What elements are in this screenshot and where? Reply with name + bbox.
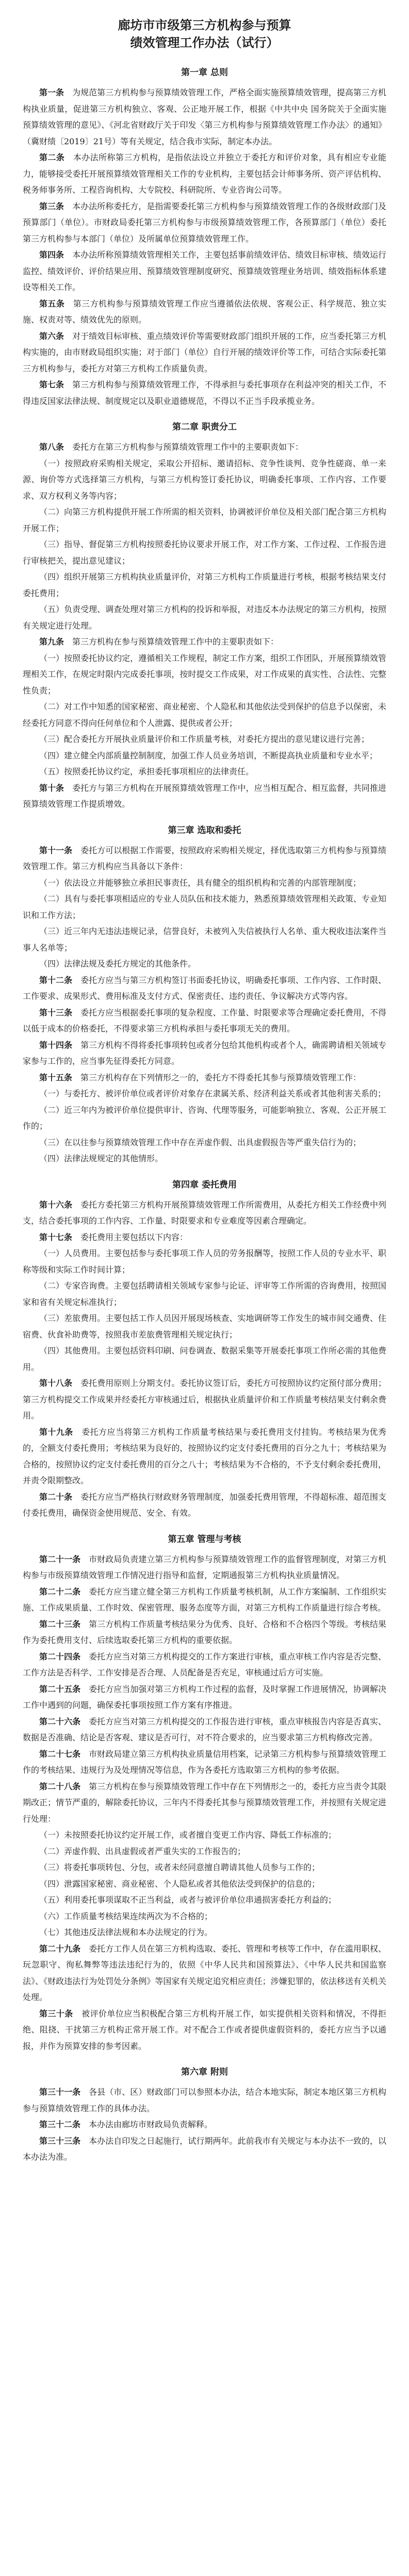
clause-paragraph [23,1843,386,1860]
paragraph-text: 各县（市、区）财政部门可以参照本办法，结合本地实际，制定本地区第三方机构参与预算绩效管理工作的具体办法。 [23,2087,386,2113]
article-paragraph [23,149,386,198]
article-paragraph [23,842,386,875]
clause-paragraph [23,1086,386,1102]
article-paragraph [23,2133,386,2165]
clause-paragraph [23,1134,386,1151]
clause-paragraph [23,891,386,923]
paragraph-text: （三）差旅费用。主要包括工作人员因开展现场核查、实地调研等工作发生的城市间交通费、住宿费、伙食补助费等，按照我市差旅费管理相关规定执行； [23,1313,386,1340]
article-paragraph [23,377,386,409]
article-number: 第十八条 [39,1378,73,1388]
article-paragraph [23,1941,386,2006]
paragraph-text: （四）法律法规及委托方规定的其他条件。 [39,959,197,969]
article-paragraph [23,1616,386,1649]
article-paragraph [23,1070,386,1086]
article-number: 第三条 [39,201,64,211]
paragraph-text: 本办法所称预算绩效管理相关工作，主要包括事前绩效评估、绩效目标审核、绩效运行监控、绩效评价、评价结果应用、预算绩效管理制度研究、预算绩效管理业务培训、绩效指标体系建设等相关工作。 [23,250,386,292]
paragraph-text: （三）将委托事项转包、分包，或者未经同意擅自聘请其他人员参与工作的； [39,1862,320,1872]
clause-paragraph [23,1827,386,1843]
clause-paragraph [23,956,386,972]
article-paragraph [23,2116,386,2133]
clause-paragraph [23,536,386,569]
clause-paragraph [23,1924,386,1941]
clause-paragraph [23,1102,386,1134]
paragraph-text: （二）对工作中知悉的国家秘密、商业秘密、个人隐私和其他依法受到保护的信息予以保密，未经委托方同意不得向任何单位和个人泄露、提供或者公开； [23,702,386,728]
article-number: 第十条 [39,783,64,793]
paragraph-text: （一）与委托方、被评价单位或者评价对象存在隶属关系、经济利益关系或者其他利害关系的； [39,1089,386,1098]
clause-paragraph [23,1876,386,1892]
article-paragraph [23,1037,386,1070]
paragraph-text: 为规范第三方机构参与预算绩效管理工作，严格全面实施预算绩效管理，提高第三方机构执业质量，促进第三方机构独立、客观、公正地开展工作，根据《中共中央 国务院关于全面实施预算绩效管理的意见》、《河北省财政厅关于印发〈第三方机构参与预算绩效管理工作办法〉的通知》（冀财绩〔2019〕21号）等有关规定，结合我市实际，制定本办法。 [23,88,386,146]
article-paragraph [23,439,386,455]
article-paragraph [23,1551,386,1584]
article-paragraph [23,1778,386,1827]
paragraph-text: （一）按照委托协议约定，遵循相关工作规程，制定工作方案，组织工作团队，开展预算绩效管理相关工作，在规定时限内完成委托事项，按时提交工作成果，对工作成果的真实性、合法性、完整性负责； [23,653,386,696]
paragraph-text: 被评价单位应当积极配合第三方机构开展工作，如实提供相关资料和情况，不得拒绝、阻挠、干扰第三方机构正常开展工作。对不配合工作或者提供虚假资料的，委托方应当予以通报，并作为预算安排的参考因素。 [23,2008,386,2051]
clause-paragraph [23,731,386,748]
paragraph-text: （一）未按照委托协议约定开展工作，或者擅自变更工作内容、降低工作标准的； [39,1830,337,1840]
article-number: 第三十条 [39,2008,73,2019]
paragraph-text: 市财政局建立第三方机构执业质量信用档案，记录第三方机构参与预算绩效管理工作的考核结果、违规行为及处理情况等信息，作为各委托方选取第三方机构的参考依据。 [23,1749,386,1775]
paragraph-text: （三）在以往参与预算绩效管理工作中存在弄虚作假、出具虚假报告等严重失信行为的； [39,1137,362,1147]
article-number: 第五条 [39,298,65,309]
paragraph-text: （二）弄虚作假、出具虚假或者严重失实的工作报告的； [39,1846,246,1856]
article-paragraph [23,1714,386,1746]
article-paragraph [23,1005,386,1037]
article-paragraph [23,84,386,149]
chapter-heading: 第五章 管理与考核 [168,1534,241,1545]
paragraph-text: 第三方机构工作质量考核结果分为优秀、良好、合格和不合格四个等级。考核结果作为委托费用支付、后续选取委托第三方机构的重要依据。 [23,1619,386,1645]
article-paragraph [23,1229,386,1246]
article-number: 第一条 [39,88,64,97]
article-paragraph [23,1424,386,1489]
article-paragraph [23,1197,386,1229]
paragraph-text: （二）近三年内为被评价单位提供审计、咨询、代理等服务，可能影响独立、客观、公正开展工作的； [23,1105,386,1131]
document-body [23,65,386,2165]
clause-paragraph [23,650,386,699]
article-paragraph [23,2084,386,2116]
clause-paragraph [23,1245,386,1278]
paragraph-text: 委托方工作人员在第三方机构选取、委托、管理和考核等工作中，存在滥用职权、玩忽职守、徇私舞弊等违法违纪行为的，依照《中华人民共和国预算法》、《中华人民共和国监察法》、《财政违法行为处罚处分条例》等国家有关规定追究相应责任；涉嫌犯罪的，依法移送有关机关处理。 [23,1943,386,2002]
chapter-heading: 第六章 附则 [181,2067,228,2077]
article-paragraph [23,1746,386,1778]
paragraph-text: （四）组织开展第三方机构执业质量评价，对第三方机构工作质量进行考核，根据考核结果支付委托费用； [23,572,386,598]
article-number: 第二十条 [39,1492,73,1502]
paragraph-text: （七）其他违反法律法规和本办法规定的行为。 [39,1927,213,1937]
paragraph-text: （四）泄露国家秘密、商业秘密、个人隐私或者其他依法受到保护的信息的； [39,1878,320,1889]
paragraph-text: 委托方与第三方机构在开展预算绩效管理工作中，应当相互配合、相互监督，共同推进预算绩效管理工作提质增效。 [23,783,386,809]
clause-paragraph [23,1343,386,1375]
article-number: 第十四条 [39,1040,73,1050]
article-number: 第十三条 [39,1007,73,1018]
article-number: 第三十二条 [39,2120,81,2129]
article-paragraph [23,634,386,650]
paragraph-text: （一）依法设立并能够独立承担民事责任，具有健全的组织机构和完善的内部管理制度； [39,877,362,888]
clause-paragraph [23,1310,386,1343]
article-number: 第二十四条 [39,1651,81,1662]
article-paragraph [23,1584,386,1616]
paragraph-text: （一）按照政府采购相关规定，采取公开招标、邀请招标、竞争性谈判、竞争性磋商、单一来源、询价等方式选择第三方机构，与第三方机构签订委托协议，明确委托事项、工作内容、工作要求、双方权利义务等内容； [23,458,386,501]
article-number: 第三十三条 [39,2136,81,2146]
paragraph-text: 委托方在第三方机构参与预算绩效管理工作中的主要职责如下： [72,442,304,452]
clause-paragraph [23,504,386,536]
paragraph-text: 委托方应当建立健全第三方机构工作质量考核机制，从工作方案编制、工作组织实施、工作成果质量、工作时效、保密管理、服务态度等方面，对第三方机构工作质量进行综合考核。 [23,1586,386,1613]
clause-paragraph [23,1150,386,1167]
article-number: 第七条 [39,380,64,389]
clause-paragraph [23,1908,386,1925]
clause-paragraph [23,1892,386,1908]
article-paragraph [23,198,386,247]
paragraph-text: 本办法由廊坊市财政局负责解释。 [89,2120,213,2129]
document-title-line1: 廊坊市市级第三方机构参与预算 [118,18,291,32]
paragraph-text: 委托方应当根据委托事项的复杂程度、工作量、时限要求等合理确定委托费用，不得以低于成本的价格委托，不得要求第三方机构承担与委托事项无关的费用。 [23,1007,386,1033]
article-paragraph [23,1489,386,1521]
article-number: 第六条 [39,331,64,341]
paragraph-text: （三）配合委托方开展执业质量评价和工作质量考核，对委托方提出的意见建议进行完善； [39,734,370,744]
paragraph-text: （二）具有与委托事项相适应的专业人员队伍和技术能力，熟悉预算绩效管理相关政策、专业知识和工作方法； [23,894,386,920]
paragraph-text: （四）其他费用。主要包括资料印刷、问卷调查、数据采集等开展委托事项工作所必需的其他费用。 [23,1346,386,1372]
chapter-heading: 第二章 职责分工 [172,422,237,432]
article-number: 第十二条 [39,975,73,985]
article-number: 第二十二条 [39,1586,81,1597]
chapter-heading: 第三章 选取和委托 [168,825,241,836]
article-paragraph [23,328,386,377]
clause-paragraph [23,923,386,956]
article-paragraph [23,1681,386,1714]
article-paragraph [23,296,386,328]
article-number: 第十九条 [39,1427,73,1437]
clause-paragraph [23,764,386,780]
article-paragraph [23,780,386,812]
paragraph-text: 第三方机构存在下列情形之一的，委托方不得委托其参与预算绩效管理工作： [80,1072,362,1082]
article-number: 第二十一条 [39,1554,81,1564]
paragraph-text: （二）向第三方机构提供开展工作所需的相关资料，协调被评价单位及相关部门配合第三方机构开展工作； [23,507,386,533]
clause-paragraph [23,601,386,634]
paragraph-text: 第三方机构参与预算绩效管理工作，不得承担与委托事项存在利益冲突的相关工作，不得违反国家法律法规、制度规定以及职业道德规范，不得以不正当手段承揽业务。 [23,380,386,406]
article-number: 第二十三条 [39,1619,81,1629]
document-title-line2: 绩效管理工作办法（试行） [130,35,279,50]
paragraph-text: （六）工作质量考核结果连续两次为不合格的； [39,1911,213,1921]
paragraph-text: （五）按照委托协议约定，承担委托事项相应的法律责任。 [39,767,254,776]
article-number: 第十五条 [39,1072,73,1082]
paragraph-text: 委托方应当严格执行财政财务管理制度，加强委托费用管理，不得超标准、超范围支付委托费用，确保资金使用规范、安全、有效。 [23,1492,386,1518]
article-number: 第四条 [39,250,64,260]
paragraph-text: 对于绩效目标审核、重点绩效评价等需要财政部门组织开展的工作，应当委托第三方机构实施的，由市财政局组织实施；对于部门（单位）自行开展的绩效评价等工作，可结合实际委托第三方机构参与，委托方对第三方机构工作质量负责。 [23,331,386,374]
article-paragraph [23,2006,386,2055]
paragraph-text: 第三方机构不得将委托事项转包或者分包给其他机构或者个人，确需聘请相关领域专家参与工作的，应当事先征得委托方同意。 [23,1040,386,1066]
paragraph-text: （三）指导、督促第三方机构按照委托协议要求开展工作，对工作方案、工作过程、工作报告进行审核把关，提出意见建议； [23,539,386,566]
paragraph-text: 委托方可以根据工作需要，按照政府采购相关规定，择优选取第三方机构参与预算绩效管理工作。第三方机构应当具备以下条件： [23,845,386,871]
paragraph-text: 本办法自印发之日起施行，试行期两年。此前我市有关规定与本办法不一致的，以本办法为准。 [23,2136,386,2162]
paragraph-text: 第三方机构参与预算绩效管理工作应当遵循依法依规、客观公正、科学规范、独立实施、权责对等、绩效优先的原则。 [23,298,386,325]
paragraph-text: 委托方应当加强对第三方机构工作过程的监督，及时掌握工作进展情况，协调解决工作中遇到的问题，确保委托事项按照工作方案有序推进。 [23,1684,386,1710]
paragraph-text: （三）近三年内无违法违规记录，信誉良好，未被列入失信被执行人名单、重大税收违法案件当事人名单等； [23,926,386,953]
clause-paragraph [23,1859,386,1876]
article-number: 第十七条 [39,1232,73,1242]
article-number: 第二十五条 [39,1684,81,1694]
paragraph-text: （五）利用委托事项谋取不正当利益，或者与被评价单位串通损害委托方利益的； [39,1895,337,1905]
paragraph-text: 本办法所称委托方，是指需要委托第三方机构参与预算绩效管理工作的各级财政部门及预算部门（单位）。市财政局委托第三方机构参与市级预算绩效管理工作，各预算部门（单位）委托第三方机构参与本部门（单位）及所属单位预算绩效管理工作。 [23,201,386,244]
clause-paragraph [23,569,386,601]
paragraph-text: （一）人员费用。主要包括参与委托事项工作人员的劳务报酬等，按照工作人员的专业水平、职称等级和实际工作时间计算； [23,1248,386,1275]
paragraph-text: 第三方机构在参与预算绩效管理工作中的主要职责如下： [72,637,279,647]
clause-paragraph [23,699,386,731]
article-number: 第二条 [39,152,65,162]
chapter-heading: 第一章 总则 [181,67,228,78]
clause-paragraph [23,455,386,504]
article-number: 第十六条 [39,1199,73,1210]
article-number: 第十一条 [39,845,73,855]
article-number: 第九条 [39,637,64,647]
paragraph-text: 委托方应当将第三方机构工作质量考核结果与委托费用支付挂钩。考核结果为优秀的，全额支付委托费用；考核结果为良好的，按照协议约定支付委托费用的百分之九十；考核结果为合格的，按照协议约定支付委托费用的百分之八十；考核结果为不合格的，不予支付剩余委托费用，并责令限期整改。 [23,1427,386,1485]
article-paragraph [23,1649,386,1681]
article-paragraph [23,247,386,296]
paragraph-text: 市财政局负责建立第三方机构参与预算绩效管理工作的监督管理制度，对第三方机构参与市级预算绩效管理工作情况进行指导和监督，定期通报第三方机构执业质量情况。 [23,1554,386,1580]
paragraph-text: 委托方委托第三方机构开展预算绩效管理工作所需费用，从委托方相关工作经费中列支，结合委托事项的工作内容、工作量、时限要求和专业难度等因素合理确定。 [23,1199,386,1226]
paragraph-text: 委托方应当与第三方机构签订书面委托协议，明确委托事项、工作内容、工作时限、工作要求、成果形式、费用标准及支付方式、保密责任、违约责任、争议解决方式等内容。 [23,975,386,1001]
clause-paragraph [23,1278,386,1310]
paragraph-text: （四）建立健全内部质量控制制度，加强工作人员业务培训，不断提高执业质量和专业水平； [39,750,378,760]
article-paragraph [23,1375,386,1424]
article-number: 第三十一条 [39,2087,81,2097]
article-number: 第二十七条 [39,1749,81,1759]
paragraph-text: 委托方应当对第三方机构提交的工作报告进行审核，重点审核报告内容是否真实、数据是否准确、结论是否客观、建议是否可行，对不符合要求的，应当要求第三方机构修改完善。 [23,1716,386,1742]
paragraph-text: 委托费用主要包括以下内容： [80,1232,188,1242]
article-number: 第二十六条 [39,1716,81,1726]
paragraph-text: 本办法所称第三方机构，是指依法设立并独立于委托方和评价对象，具有相应专业能力，能够接受委托开展预算绩效管理相关工作的专业机构，主要包括会计师事务所、资产评估机构、税务师事务所、工程咨询机构、大专院校、科研院所、专业咨询公司等。 [23,152,386,195]
paragraph-text: 委托方应当对第三方机构提交的工作方案进行审核，重点审核工作内容是否完整、工作方法是否科学、工作安排是否合理、人员配备是否充足，审核通过后方可实施。 [23,1651,386,1677]
clause-paragraph [23,748,386,764]
article-paragraph [23,972,386,1005]
paragraph-text: （二）专家咨询费。主要包括聘请相关领域专家参与论证、评审等工作所需的咨询费用，按照国家和省有关规定标准执行； [23,1281,386,1307]
paragraph-text: 第三方机构在参与预算绩效管理工作中存在下列情形之一的，委托方应当责令其限期改正；情节严重的，解除委托协议，三年内不得委托其参与预算绩效管理工作，并按照有关规定进行处理： [23,1781,386,1824]
chapter-heading: 第四章 委托费用 [172,1179,237,1190]
article-number: 第八条 [39,442,64,452]
clause-paragraph [23,875,386,891]
paragraph-text: 委托费用原则上分期支付。委托协议签订后，委托方可按照协议约定预付部分费用；第三方机构提交工作成果并经委托方审核通过后，根据执业质量评价和工作质量考核结果支付剩余费用。 [23,1378,386,1420]
paragraph-text: （四）法律法规规定的其他情形。 [39,1154,163,1163]
paragraph-text: （五）负责受理、调查处理对第三方机构的投诉和举报，对违反本办法规定的第三方机构，按照有关规定进行处理。 [23,604,386,631]
article-number: 第二十八条 [39,1781,81,1791]
article-number: 第二十九条 [39,1943,81,1954]
